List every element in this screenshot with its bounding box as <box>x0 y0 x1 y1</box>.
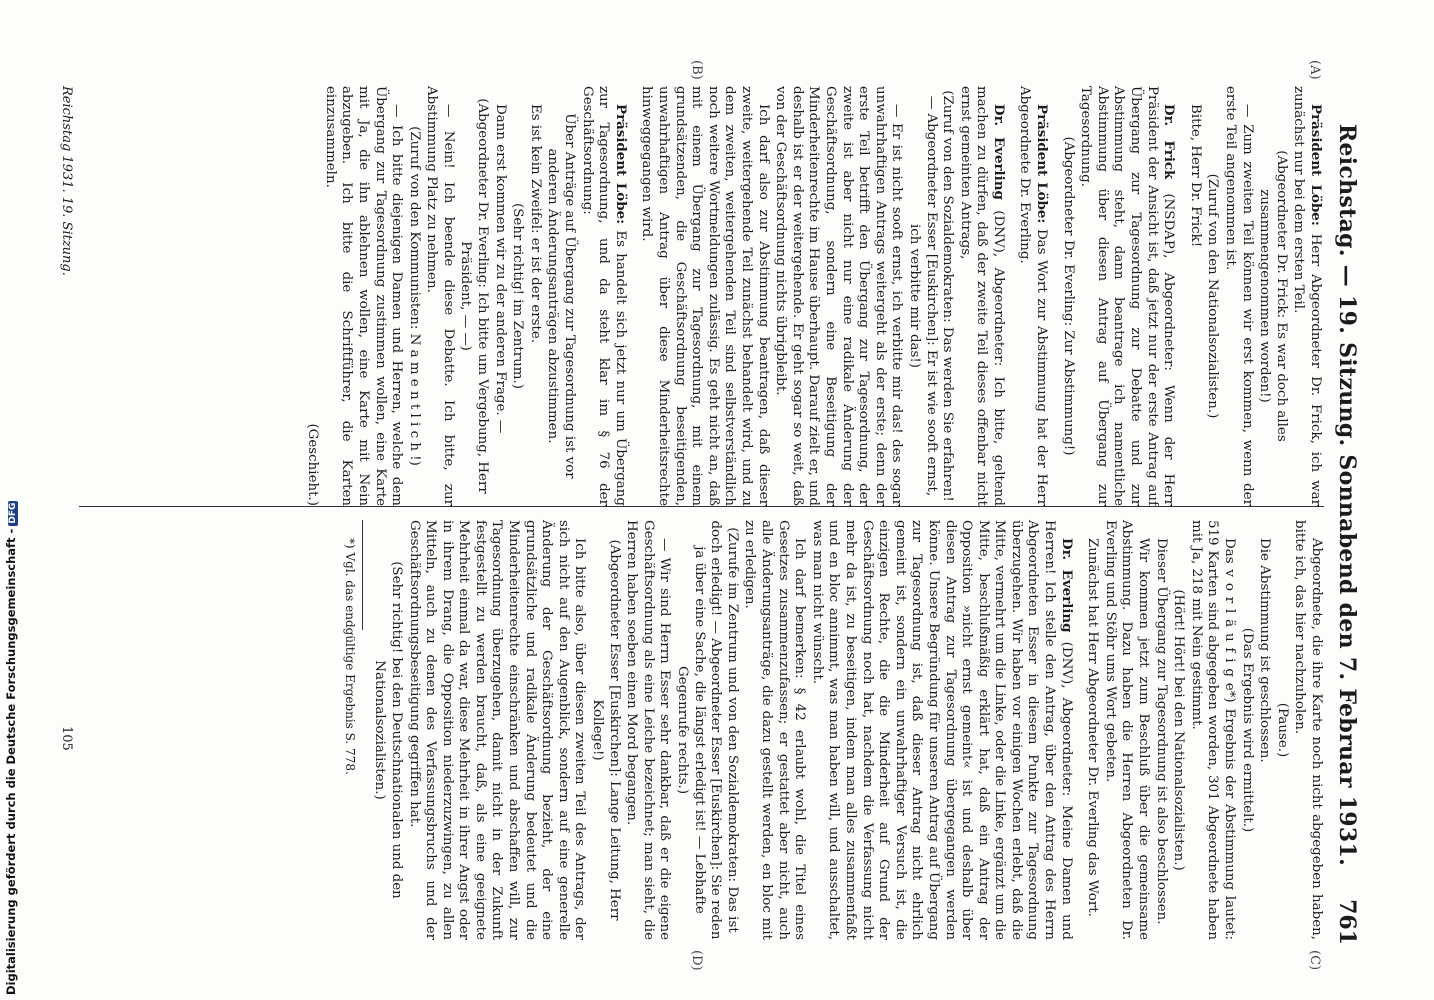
paragraph-gap <box>1075 520 1083 940</box>
paragraph-text: (Zuruf von den Sozialdemokraten: Das werden Sie erfahren! — Abgeordneter Esser [Euskirchen]: Er ist wie sooft ernst, ich verbitte mir das!) <box>906 90 956 502</box>
right-column-paragraph <box>1170 520 1187 940</box>
paragraph-text: (Geschieht.) <box>305 423 321 506</box>
header-title: Reichstag. — 19. Sitzung. Sonnabend den 7. Februar 1931. <box>1334 123 1360 867</box>
paragraph-text: Es handelt sich jetzt nur um Übergang zur Tagesordnung, und da steht klar im § 76 der Geschäftsordnung: <box>579 86 628 506</box>
paragraph-text: Abgeordnete, die ihre Karte noch nicht abgegeben haben, bitte ich, das hier nachzuholen. <box>1292 520 1324 940</box>
speaker-name: Dr. Everling <box>990 104 1007 200</box>
paragraph-text: Das Wort zur Abstimmung hat der Herr Abgeordnete Dr. Everling. <box>1017 86 1050 506</box>
right-column-paragraph <box>1238 520 1255 940</box>
header-page-number: 761 <box>1334 899 1360 945</box>
paragraph-text: (DNV), Abgeordneter: Meine Damen und Herren! Ich stelle den Antrag, über den Antrag des Herrn Abgeordneten Esser in diesem Punkte zur Tagesordnung überzugehen. Wir haben vor einigen Wochen erlebt, daß die Mitte, vermehrt um die Linke, oder die Linke, ergänzt um die Mitte, beschlußmäßig erklärt hat, daß ein Antrag der Opposition »nicht ernst gemeint« ist und deshalb über diesen Antrag zur Tagesordnung übergegangen werden könne. Unsere Begründung für unseren Antrag auf Übergang zur Tagesordnung ist, daß dieser Antrag nicht ehrlich gemeint ist, sondern ein unwahrhaftiger Versuch ist, die einzigen Rechte, die die Minderheit auf Grund der Geschäftsordnung noch hat, nachdem die Verfassung nicht mehr da ist, zu beseitigen, indem man alles zusammenfaßt und en bloc annimmt, was man haben will, und ausschaltet, was man nicht wünscht. <box>809 520 1074 940</box>
right-column-paragraph <box>1187 520 1237 940</box>
speaker-name: Präsident Löbe: <box>612 104 629 225</box>
right-column-paragraph <box>1273 520 1290 940</box>
paragraph-text: (Abgeordneter Esser [Euskirchen]: Lange Leitung, Herr Kollege!) <box>590 539 622 921</box>
paragraph-text: Wir kommen jetzt zum Beschluß über die gemeinsame Abstimmung. Dazu haben die Herren Abgeordneten Dr. Everling und Stöhr ums Wort gebeten. <box>1102 520 1152 940</box>
left-column-paragraph <box>1016 86 1050 506</box>
paragraph-text: (DNV), Abgeordneter: Ich bitte, geltend machen zu dürfen, daß der zweite Teil dieses offenbar nicht ernst gemeinten Antrags, <box>957 86 1006 506</box>
speaker-name: Präsident Löbe: <box>1034 104 1051 224</box>
left-column-paragraph <box>905 86 955 506</box>
right-column-paragraph <box>405 520 588 940</box>
paragraph-text: (NSDAP), Abgeordneter: Wenn der Herr Präsident der Ansicht ist, daß jetzt nur der erste Antrag auf Übergang zur Tagesordnung zur Debatte und zur Abstimmung steht, dann beantrage ich namentliche Abstimmung über diesen Antrag auf Übergang zur Tagesordnung. <box>1078 86 1177 506</box>
footnote-rule <box>362 520 363 630</box>
paragraph-text: (Abgeordneter Dr. Frick: Es war doch alles zusammengenommen worden!) <box>1257 150 1289 442</box>
speaker-name: Dr. Everling <box>1058 538 1075 633</box>
dfg-logo-icon: DFG <box>8 502 18 524</box>
paragraph-text: (Pause.) <box>1274 702 1290 758</box>
margin-mark-b: (B) <box>689 60 704 80</box>
left-column-paragraph <box>1204 86 1221 506</box>
left-column-paragraph <box>1059 86 1076 506</box>
paragraph-text: (Hört! Hört! bei den Nationalsozialisten.) <box>1171 589 1187 871</box>
paragraph-gap <box>1050 86 1058 506</box>
paragraph-text: Es ist kein Zweifel: er ist der erste. <box>527 104 543 344</box>
right-column-paragraph <box>1152 520 1169 940</box>
paragraph-text: Zunächst hat Herr Abgeordneter Dr. Everling das Wort. <box>1085 538 1101 917</box>
left-column-paragraph <box>304 86 321 506</box>
right-column-paragraph <box>1084 520 1101 940</box>
paragraph-text: (Abgeordneter Dr. Everling: Ich bitte um Vergebung, Herr Präsident, — —) <box>458 98 491 494</box>
paragraph-text: (Zuruf von den Nationalsozialisten.) <box>1205 173 1221 419</box>
right-column-paragraph <box>741 520 807 940</box>
right-column-paragraph <box>1291 520 1324 940</box>
left-column-paragraph <box>526 86 543 506</box>
digitization-credit <box>4 502 24 995</box>
left-column-paragraph <box>423 86 456 506</box>
credit-text: Digitalisierung gefördert durch die Deutsche Forschungsgemeinschaft - <box>4 528 18 995</box>
paragraph-text: Herr Abgeordneter Dr. Frick, ich war zunächst nur bei dem ersten Teil. <box>1291 86 1323 506</box>
speaker-name: Präsident Löbe: <box>1308 104 1324 226</box>
right-column-paragraph <box>808 520 1075 940</box>
paragraph-text: — Ich bitte diejenigen Damen und Herren, welche dem Übergang zur Tagesordnung zustimmen wollen, eine Karte mit Ja, die ihn ablehnen wollen, eine Karte mit Nein abzugeben. Ich bitte die Schriftführer, die Karten einzusammeln. <box>322 86 405 506</box>
margin-mark-a: (A) <box>1307 60 1322 80</box>
paragraph-text: Dann erst kommen wir zu der anderen Frage. — <box>492 104 508 434</box>
page-header <box>1330 115 1364 945</box>
left-column-paragraph <box>956 86 1007 506</box>
right-text-column <box>340 520 1324 940</box>
digitization-credit-strip <box>0 0 28 1000</box>
paragraph-text: — Er ist nicht sooft ernst, ich verbitte mir das! des sogar unwahrhaftigen Antrags weitergeht als der erste; denn der erste Teil betrifft den Übergang zur Tagesordnung, der zweite ist aber nicht nur eine radikale Änderung der Geschäftsordnung, sondern eine Beseitigung der Minderheitenrechte im Hause überhaupt. Darauf zielt er, und deshalb ist er der weitergehende. Er geht sogar so weit, daß von der Geschäftsordnung nichts übrigbleibt. <box>773 86 905 506</box>
left-column-paragraph <box>405 86 422 506</box>
paragraph-text: Ich darf also zur Abstimmung beantragen, daß dieser zweite, weitergehende Teil zunächst behandelt wird, und zu dem zweiten, weitergehenden Teil sind selbstverständlich noch weitere Wortmeldungen zulässig. Es geht nicht an, daß mit einem Übergang zur Tagesordnung, mit einem grundsätzenden, die Geschäftsordnung beseitigenden, unwahrhaftigen Antrag über diese Minderheitsrechte hinweggegangen wird. <box>639 86 771 506</box>
left-column-paragraph <box>1077 86 1178 506</box>
margin-mark-c: (C) <box>1307 950 1322 971</box>
left-text-column <box>303 86 1324 506</box>
left-column-paragraph <box>544 86 577 506</box>
right-column-paragraph <box>673 520 739 940</box>
paragraph-text: Die Abstimmung ist geschlossen. <box>1257 538 1273 763</box>
left-column-paragraph <box>1186 86 1203 506</box>
paragraph-text: Dieser Übergang zur Tagesordnung ist also beschlossen. <box>1153 538 1169 925</box>
paragraph-text: (Zurufe im Zentrum und von den Sozialdemokraten: Das ist doch erledigt! — Abgeordneter Esser [Euskirchen]: Sie reden ja über eine Sache, die längst erledigt ist! — Lebhafte Gegenrufe rechts.) <box>675 520 740 940</box>
left-column-paragraph <box>772 86 905 506</box>
paragraph-text: — Zum zweiten Teil können wir erst kommen, wenn der erste Teil angenommen ist. <box>1223 86 1255 506</box>
left-column-paragraph <box>638 86 771 506</box>
column-divider <box>79 506 1324 507</box>
left-column-paragraph <box>457 86 490 506</box>
paragraph-text: Bitte, Herr Dr. Frick! <box>1187 104 1203 248</box>
footer-page-number: 105 <box>59 726 74 751</box>
paragraph-text: Ich darf bemerken: § 42 erlaubt wohl, die Titel eines Gesetzes zusammenzufassen; er gestattet aber nicht, auch alle Änderungsanträge, die dazu gestellt werden, en bloc mit zu erledigen. <box>742 520 808 940</box>
left-column-paragraph <box>1290 86 1324 506</box>
paragraph-text: (Abgeordneter Dr. Everling: Zur Abstimmung!) <box>1060 136 1076 456</box>
left-column-paragraph <box>578 86 629 506</box>
left-column-paragraph <box>509 86 526 506</box>
paragraph-text: (Sehr richtig! im Zentrum.) <box>510 203 526 389</box>
paragraph-text: Das v o r l ä u f i g e*) Ergebnis der Abstimmung lautet: 519 Karten sind abgegeben worden, 301 Abgeordnete haben mit Ja, 218 mit Nein gestimmt. <box>1188 520 1238 940</box>
paragraph-text: (Das Ergebnis wird ermittelt.) <box>1239 627 1255 833</box>
speaker-name: Dr. Frick <box>1161 104 1178 180</box>
right-column-paragraph <box>623 520 673 940</box>
paragraph-text: Über Anträge auf Übergang zur Tagesordnung ist vor anderen Änderungsanträgen abzustimmen. <box>545 113 578 479</box>
left-column-paragraph <box>491 86 508 506</box>
paragraph-text: (Sehr richtig! bei den Deutschnationalen und den Nationalsozialisten.) <box>372 561 404 899</box>
margin-mark-d: (D) <box>689 950 704 971</box>
paragraph-text: Ich bitte also, über diesen zweiten Teil des Antrags, der sich nicht auf den Augenblick, sondern auf eine generelle Änderung der Geschäftsordnung bezieht, der eine grundsätzliche und radikale Änderung bedeutet und die Minderheitenrechte einschränken und abschaffen will, zur Tagesordnung überzugehen, damit nicht in der Zukunft festgestellt zu werden braucht, daß, als eine geeignete Mehrheit einmal da war, diese Mehrheit in ihrer Angst oder in ihrem Drang, die Opposition niederzuzwingen, zu allen Mitteln, auch zu denen des Verfassungsbruchs und der Geschäftsordnungsbeseitigung gegriffen hat. <box>406 520 588 940</box>
left-column-paragraph <box>321 86 404 506</box>
left-column-paragraph <box>1221 86 1254 506</box>
footer-session: Reichstag 1931. 19. Sitzung. <box>59 86 74 276</box>
paragraph-gap <box>1177 86 1185 506</box>
paragraph-gap <box>629 86 637 506</box>
paragraph-text: — Wir sind Herrn Esser sehr dankbar, daß er die eigene Geschäftsordnung als eine Leiche bezeichnet; man sieht, die Herren haben soeben einen Mord begangen. <box>624 520 673 940</box>
left-column-paragraph <box>1256 86 1289 506</box>
footnote: *) Vgl. das endgültige Ergebnis S. 778. <box>342 538 357 775</box>
right-column-paragraph <box>588 520 621 940</box>
paragraph-text: — Nein! Ich beende diese Debatte. Ich bitte, zur Abstimmung Platz zu nehmen. <box>424 86 456 506</box>
paragraph-gap <box>1007 86 1015 506</box>
right-column-paragraph <box>371 520 404 940</box>
right-column-paragraph <box>1256 520 1273 940</box>
right-column-paragraph <box>1101 520 1151 940</box>
paragraph-text: (Zuruf von den Kommunisten: N a m e n t l i c h !) <box>406 126 422 466</box>
